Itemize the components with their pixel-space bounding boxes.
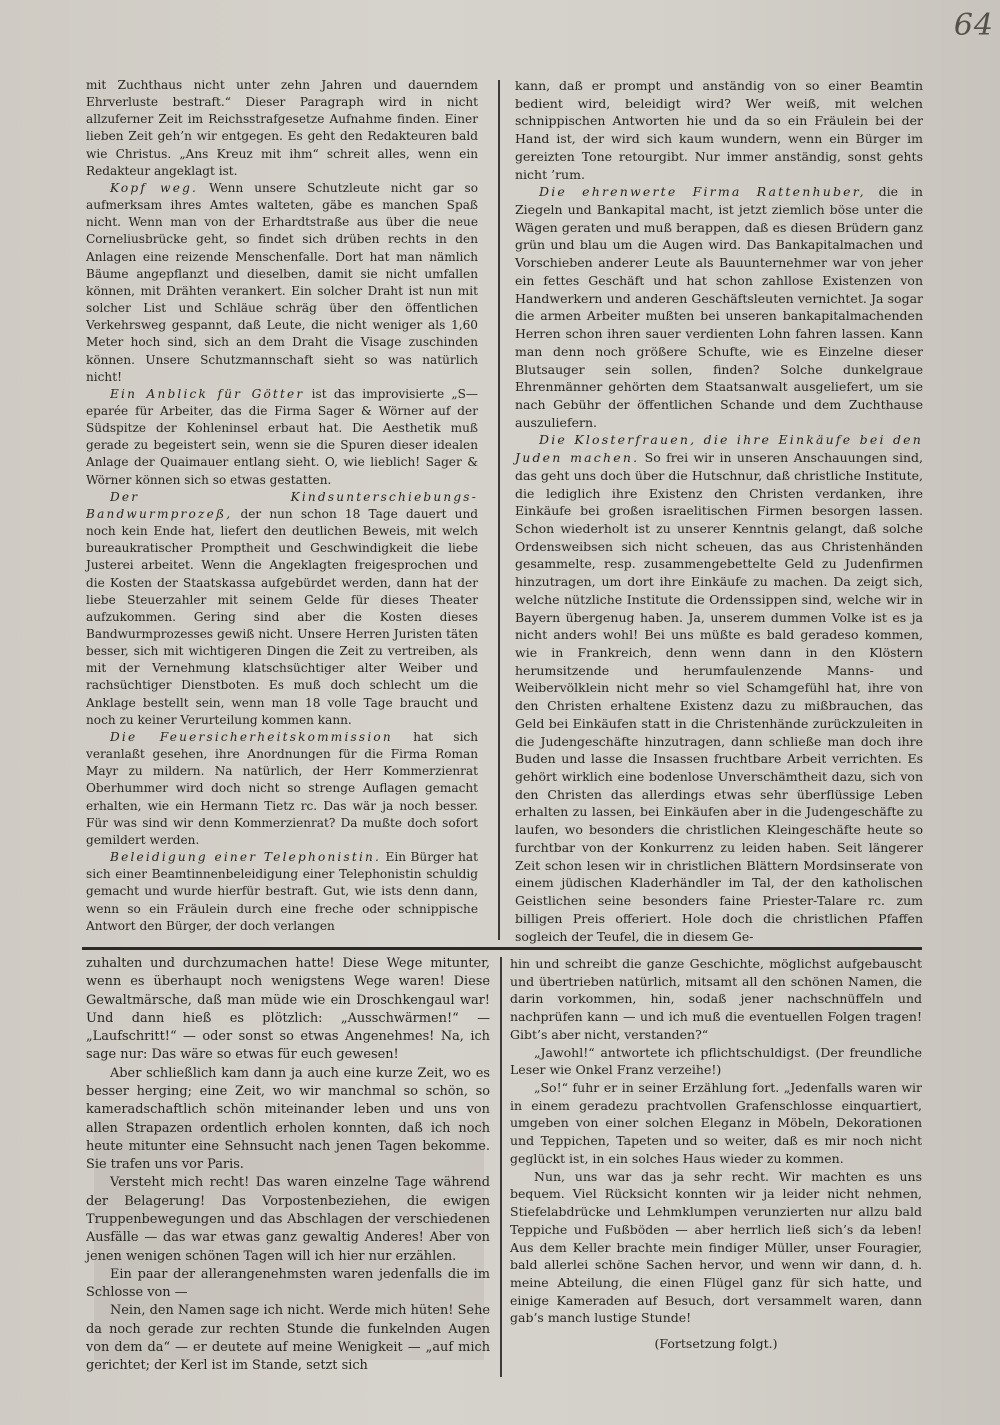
news-item [515, 431, 923, 945]
bottom-right-column [510, 955, 922, 1375]
story-paragraph: Nun, uns war das ja sehr recht. Wir machten es uns bequem. Viel Rücksicht konnten wir ja leider nicht nehmen, Stiefelabdrücke und Lehmklumpen verunzierten nur allzu bald Teppiche und Fußböden — aber herrlich ließ sich’s da leben! Aus dem Keller brachte mein findiger Müller, unser Fouragier, bald allerlei schöne Sachen hervor, und wenn wir dann, d. h. meine Abteilung, die einen Flügel ganz für sich hatte, und einige Kameraden auf Besuch, dort versammelt waren, dann gab’s manch lustige Stunde! [510, 1168, 922, 1326]
news-item-heading: Ein Anblick für Götter [110, 386, 305, 401]
news-item-text: ist das improvisierte „S—eparée für Arbeiter, das die Firma Sager & Wörner auf der Südspitze der Kohleninsel erbaut hat. Die Aesthetik muß gerade zu begeistert sein, wenn sie die Spuren dieser idealen Anlage der Quaimauer entlang sieht. O, wie lieblich! Sager & Wörner können sich so etwas gestatten. [86, 386, 478, 487]
story-paragraph: „Jawohl!“ antwortete ich pflichtschuldigst. (Der freundliche Leser wie Onkel Franz verzeihe!) [510, 1044, 922, 1078]
bottom-left-column [86, 955, 490, 1375]
page-number: 64 [953, 8, 994, 43]
news-item [86, 729, 478, 849]
column-divider-top [498, 80, 500, 940]
story-paragraph: zuhalten und durchzumachen hatte! Diese Wege mitunter, wenn es überhaupt noch wenigstens Wege waren! Diese Gewaltmärsche, daß man müde wie ein Droschkengaul war! Und dann hieß es plötzlich: „Ausschwärmen!“ — „Laufschritt!“ — oder sonst so etwas Angenehmes! Na, ich sage nur: Das wäre so etwas für euch gewesen! [86, 956, 490, 1063]
story-paragraph: Versteht mich recht! Das waren einzelne Tage während der Belagerung! Das Vorpostenbeziehen, die ewigen Truppenbewegungen und das Abschlagen der verschiedenen Ausfälle — das war etwas ganz gewaltig Anderes! Aber von jenen wenigen schönen Tagen will ich hier nur erzählen. [86, 1175, 490, 1264]
story-paragraph: Nein, den Namen sage ich nicht. Werde mich hüten! Sehe da noch gerade zur rechten Stunde die funkelnden Augen von dem da“ — er deutete auf meine Wenigkeit — „auf mich gerichtet; der Kerl ist im Stande, setzt sich [86, 1303, 490, 1374]
story-paragraph: Ein paar der allerangenehmsten waren jedenfalls die im Schlosse von — [86, 1266, 490, 1301]
news-item [515, 77, 923, 183]
news-item [86, 77, 478, 180]
story-paragraph: hin und schreibt die ganze Geschichte, möglichst aufgebauscht und übertrieben natürlich, mitsamt all den schönen Namen, die darin vorkommen, hin, sodaß jener nachschnüffeln und nachprüfen kann — und ich muß die eventuellen Folgen tragen! Gibt’s aber nicht, verstanden?“ [510, 956, 922, 1042]
news-item-heading: Kopf weg. [110, 180, 199, 195]
news-item-heading: Die ehrenwerte Firma Rattenhuber, [539, 184, 866, 200]
news-item [515, 183, 923, 431]
news-item-text: Wenn unsere Schutzleute nicht gar so aufmerksam ihres Amtes walteten, gäbe es manchen Spaß nicht. Wenn man von der Erhardtstraße aus über die neue Corneliusbrücke geht, so findet sich drüben rechts in den Anlagen eine reizende Menschenfalle. Dort hat man nämlich Bäume angepflanzt und dieselben, damit sie nicht umfallen können, mit Drähten verankert. Ein solcher Draht ist nun mit solcher List und Schläue schräg über den öffentlichen Verkehrsweg gespannt, daß Leute, die nicht weniger als 1,60 Meter hoch sind, sich an dem Draht die Visage zuschinden können. Unsere Schutzmannschaft sieht so was natürlich nicht! [86, 180, 479, 384]
news-item [86, 386, 478, 489]
news-item-heading: Die Feuersicherheitskommission [110, 729, 393, 744]
continued-notice: (Fortsetzung folgt.) [654, 1336, 778, 1352]
news-item-text: der nun schon 18 Tage dauert und noch kein Ende hat, liefert den deutlichen Beweis, mit welch bureaukratischer Promptheit und Geschwindigkeit die liebe Justerei arbeitet. Wenn die Angeklagten freigesprochen und die Kosten der Staatskassa aufgebürdet werden, dann hat der liebe Steuerzahler mit seinem Gelde für dieses Theater aufzukommen. Gering sind aber die Kosten dieses Bandwurmprozesses gewiß nicht. Unsere Herren Juristen täten besser, sich mit wichtigeren Dingen die Zeit zu vertreiben, als mit der Vernehmung klatschsüchtiger alter Weiber und rachsüchtiger Dienstboten. Es muß doch schlecht um die Anklage bestellt sein, wenn man 18 volle Tage braucht und noch zu keiner Verurteilung kommen kann. [86, 506, 478, 727]
section-divider [82, 947, 922, 950]
news-item-text: kann, daß er prompt und anständig von so einer Beamtin bedient wird, beleidigt wird? Wer weiß, mit welchen schnippischen Antworten hie und da so ein Fräulein bei der Hand ist, der wird sich kaum wundern, wenn ein Bürger im gereizten Tone retourgibt. Nur immer anständig, sonst gehts nicht ’rum. [515, 78, 923, 182]
top-right-column [515, 77, 923, 945]
news-item [86, 180, 478, 386]
news-item-heading: Der Kindsunterschiebungs-Bandwurmprozeß, [86, 489, 478, 521]
news-item [86, 849, 478, 935]
news-item [86, 489, 478, 729]
news-item-text: hat sich veranlaßt gesehen, ihre Anordnungen für die Firma Roman Mayr zu mildern. Na natürlich, der Herr Kommerzienrat Oberhummer wird doch nicht so strenge Auflagen gemacht erhalten, wie ein Hermann Tietz rc. Das wär ja noch besser. Für was sind wir denn Kommerzienrat? Da mußte doch sofort gemildert werden. [86, 729, 478, 847]
news-item-text: So frei wir in unseren Anschauungen sind, das geht uns doch über die Hutschnur, daß christliche Institute, die lediglich ihre Existenz den Christen verdanken, ihre Einkäufe bei großen israelitischen Firmen besorgen lassen. Schon wiederholt ist zu unserer Kenntnis gelangt, daß solche Ordensweibsen sich nicht scheuen, das aus Christenhänden gesammelte, resp. zusammengebettelte Geld zu Judenfirmen hinzutragen, um dort ihre Einkäufe zu machen. Da zeigt sich, welche nützliche Institute die Ordenssippen sind, welche wir in Bayern übergenug haben. Ja, unserem dummen Volke ist es ja nicht anders wohl! Bei uns müßte es bald geradeso kommen, wie in Frankreich, denn wenn dann in den Klöstern herumsitzende und herumfaulenzende Manns- und Weibervölklein nicht mehr so viel Schamgefühl hat, ihre von den Christen erhaltene Existenz dazu zu mißbrauchen, das Geld bei Einkäufen statt in die Christenhände zurückzuleiten in die Judengeschäfte hinzutragen, dann schließe man doch ihre Buden und lasse die Insassen fruchtbare Arbeit verrichten. Es gehört wirklich eine bodenlose Unverschämtheit dazu, sich von den Christen das allerdings etwas sehr überflüssige Leben erhalten zu lassen, bei Einkäufen aber in die Judengeschäfte zu laufen, wo besonders die christlichen Kleingeschäfte heute so furchtbar von der Konkurrenz zu leiden haben. Seit längerer Zeit schon lesen wir in christlichen Blättern Mordsinserate von einem jüdischen Kladerhändler im Tal, der den katholischen Geistlichen seine besonders faine Priester-Talare rc. zum billigen Preis offeriert. Hole doch die christlichen Pfaffen sogleich der Teufel, die in diesem Ge- [515, 450, 923, 944]
top-left-column [86, 77, 478, 945]
column-divider-bottom [500, 957, 502, 1377]
news-item-text: die in Ziegeln und Bankapital macht, ist jetzt ziemlich böse unter die Wägen geraten und muß berappen, daß es diesen Brüdern ganz grün und blau um die Augen wird. Das Bankapitalmachen und Vorschieben anderer Leute als Bauunternehmer war von jeher ein fettes Geschäft und hat schon zahllose Existenzen von Handwerkern und anderen Geschäftsleuten vernichtet. Ja sogar die armen Arbeiter mußten bei unseren bankapitalmachenden Herren schon ihren sauer verdienten Lohn fahren lassen. Kann man denn noch größere Schufte, wie es Einzelne dieser Blutsauger sein sollen, finden? Solche dunkelgraue Ehrenmänner gehörten dem Staatsanwalt ausgeliefert, um sie nach Gebühr der öffentlichen Schande und dem Zuchthause auszuliefern. [515, 184, 923, 430]
news-item-heading: Die Klosterfrauen, die ihre Einkäufe bei den Juden machen. [515, 432, 923, 466]
news-item-text: mit Zuchthaus nicht unter zehn Jahren und dauerndem Ehrverluste bestraft.“ Dieser Paragraph wird in nicht allzuferner Zeit im Reichsstrafgesetze Aufnahme finden. Einer lieben Zeit geh’n wir entgegen. Es geht den Redakteuren bald wie Christus. „Ans Kreuz mit ihm“ schreit alles, wenn ein Redakteur angeklagt ist. [86, 78, 478, 178]
news-item-heading: Beleidigung einer Telephonistin. [110, 850, 382, 865]
story-paragraph: Aber schließlich kam dann ja auch eine kurze Zeit, wo es besser herging; eine Zeit, wo wir manchmal so schön, so kameradschaftlich schön miteinander leben und uns von allen Strapazen ordentlich erholen konnten, daß ich noch heute mitunter eine Sehnsucht nach jenen Tagen bekomme. Sie trafen uns vor Paris. [86, 1065, 490, 1173]
story-paragraph: „So!“ fuhr er in seiner Erzählung fort. „Jedenfalls waren wir in einem geradezu prachtvollen Grafenschlosse einquartiert, umgeben von einer solchen Eleganz in Möbeln, Dekorationen und Teppichen, Tapeten und so weiter, daß es mir noch nicht geglückt ist, in ein solches Haus wieder zu kommen. [510, 1080, 922, 1166]
news-item-text: Ein Bürger hat sich einer Beamtinnenbeleidigung einer Telephonistin schuldig gemacht und wurde hierfür bestraft. Gut, wie ists denn dann, wenn so ein Fräulein durch eine freche oder schnippische Antwort den Bürger, der doch verlangen [86, 850, 479, 933]
